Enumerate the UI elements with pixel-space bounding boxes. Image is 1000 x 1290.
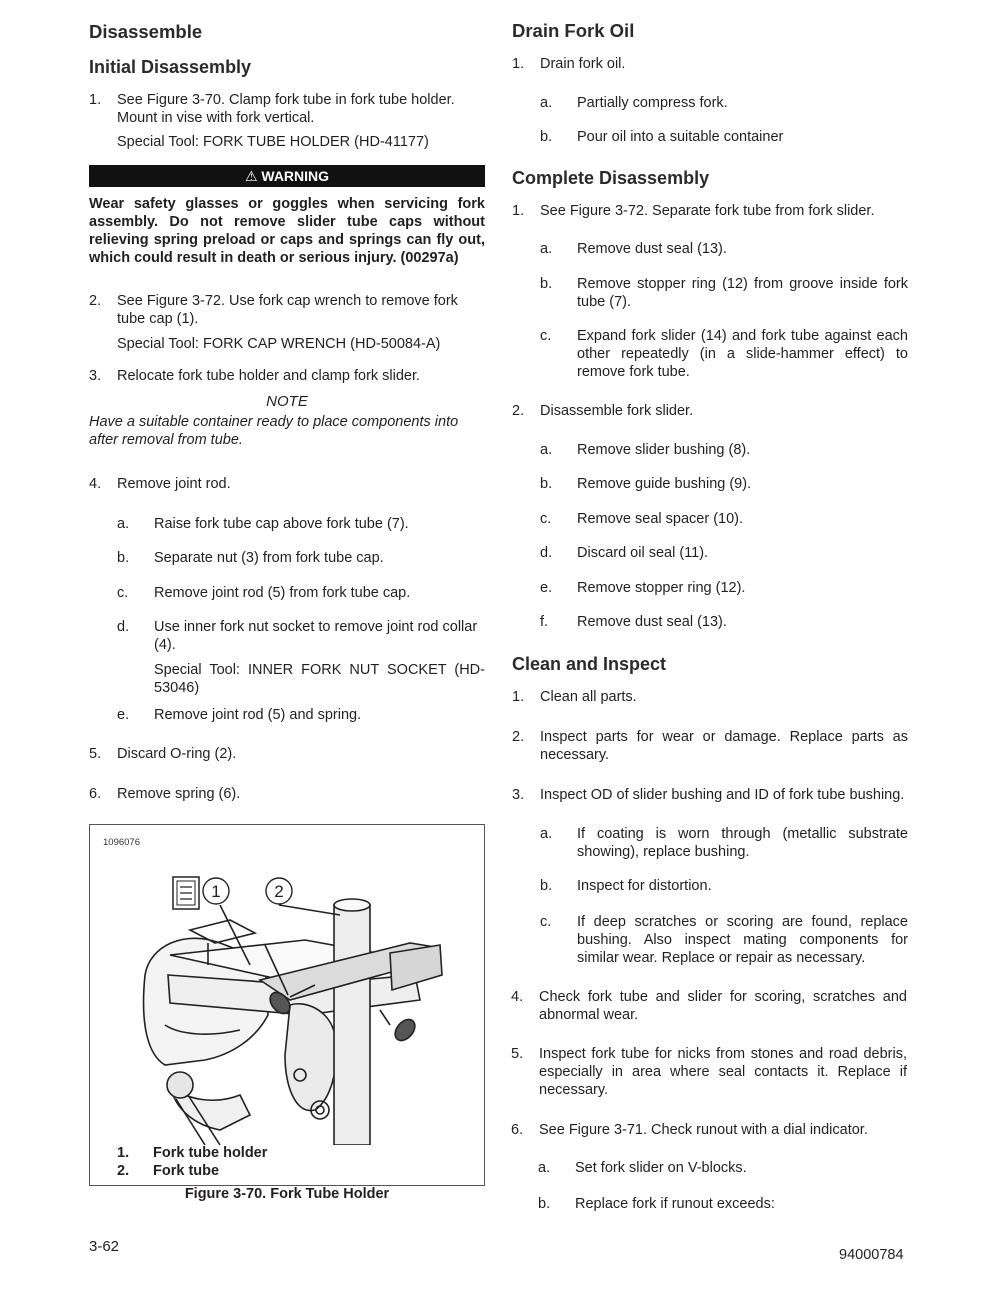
section-title-drain-fork-oil: Drain Fork Oil bbox=[512, 20, 635, 41]
callout-1-label: 1 bbox=[211, 882, 221, 901]
legend-text: Fork tube bbox=[153, 1163, 220, 1179]
substep-letter: e. bbox=[117, 707, 130, 723]
substep-text: Set fork slider on V-blocks. bbox=[575, 1160, 747, 1176]
substep-text: Remove seal spacer (10). bbox=[577, 511, 744, 527]
callout-2-label: 2 bbox=[274, 882, 284, 901]
substep-text: Expand fork slider (14) and fork tube against each other repeatedly (in a slide-hammer effect) to remove fork tube. bbox=[577, 328, 908, 380]
substep-letter: c. bbox=[540, 328, 552, 344]
fork-tube-holder-illustration bbox=[90, 825, 484, 1145]
step-text: Drain fork oil. bbox=[540, 56, 626, 72]
substep-text: Pour oil into a suitable container bbox=[577, 129, 784, 145]
substep-letter: e. bbox=[540, 580, 553, 596]
figure-id: 1096076 bbox=[103, 837, 140, 848]
substep-text: If deep scratches or scoring are found, replace bushing. Also inspect mating components for similar wear. Replace or repair as necessary. bbox=[577, 914, 908, 966]
note-heading: NOTE bbox=[266, 393, 308, 410]
figure-caption: Figure 3-70. Fork Tube Holder bbox=[184, 1186, 390, 1202]
step-number: 3. bbox=[89, 368, 102, 384]
page-number: 3-62 bbox=[89, 1238, 120, 1255]
legend-number: 1. bbox=[117, 1145, 130, 1161]
subsection-title-initial-disassembly: Initial Disassembly bbox=[89, 57, 252, 77]
section-title-complete-disassembly: Complete Disassembly bbox=[512, 168, 710, 188]
step-text: Inspect fork tube for nicks from stones and road debris, especially in area where seal contacts it. Replace if necessary. bbox=[539, 1046, 907, 1098]
step-number: 6. bbox=[89, 786, 102, 802]
substep-letter: a. bbox=[540, 95, 553, 111]
step-text: Check fork tube and slider for scoring, scratches and abnormal wear. bbox=[539, 989, 907, 1023]
warning-text: Wear safety glasses or goggles when servicing fork assembly. Do not remove slider tube caps without relieving spring preload or caps and springs can fly out, which could result in death or serious injury. (00297a) bbox=[89, 196, 485, 266]
step-number: 2. bbox=[89, 293, 102, 309]
section-title-clean-and-inspect: Clean and Inspect bbox=[512, 654, 667, 674]
step-text: Relocate fork tube holder and clamp fork slider. bbox=[117, 368, 421, 384]
step-number: 2. bbox=[512, 403, 525, 419]
substep-letter: d. bbox=[117, 619, 130, 635]
special-tool-fork-cap-wrench: Special Tool: FORK CAP WRENCH (HD-50084-A) bbox=[117, 336, 441, 352]
substep-letter: a. bbox=[540, 826, 553, 842]
warning-banner: ⚠ WARNING bbox=[89, 165, 485, 187]
fork-tube-holder-tool-icon bbox=[173, 877, 199, 909]
substep-letter: b. bbox=[540, 129, 553, 145]
substep-letter: c. bbox=[117, 585, 129, 601]
substep-text: Remove stopper ring (12) from groove inside fork tube (7). bbox=[577, 276, 908, 310]
step-number: 1. bbox=[512, 689, 525, 705]
figure-fork-tube-holder bbox=[89, 824, 485, 1186]
note-text: Have a suitable container ready to place components into after removal from tube. bbox=[89, 414, 459, 448]
substep-text: Remove stopper ring (12). bbox=[577, 580, 746, 596]
step-text: See Figure 3-72. Separate fork tube from fork slider. bbox=[540, 203, 875, 219]
substep-text: Replace fork if runout exceeds: bbox=[575, 1196, 775, 1212]
step-text: Inspect OD of slider bushing and ID of fork tube bushing. bbox=[540, 787, 905, 803]
substep-text: Remove dust seal (13). bbox=[577, 241, 727, 257]
substep-text: Inspect for distortion. bbox=[577, 878, 712, 894]
substep-text: Use inner fork nut socket to remove joint rod collar (4). bbox=[154, 619, 478, 653]
substep-letter: b. bbox=[540, 476, 553, 492]
step-text: Remove spring (6). bbox=[117, 786, 241, 802]
substep-letter: a. bbox=[117, 516, 130, 532]
step-number: 1. bbox=[512, 203, 525, 219]
substep-text: Separate nut (3) from fork tube cap. bbox=[154, 550, 384, 566]
step-number: 5. bbox=[511, 1046, 524, 1062]
substep-text: Remove joint rod (5) from fork tube cap. bbox=[154, 585, 411, 601]
substep-letter: a. bbox=[538, 1160, 551, 1176]
step-number: 4. bbox=[89, 476, 102, 492]
substep-letter: c. bbox=[540, 914, 552, 930]
step-text: Clean all parts. bbox=[540, 689, 637, 705]
substep-text: Remove joint rod (5) and spring. bbox=[154, 707, 362, 723]
special-tool-inner-fork-nut-socket: Special Tool: INNER FORK NUT SOCKET (HD-53046) bbox=[154, 662, 485, 696]
step-text: See Figure 3-71. Check runout with a dial indicator. bbox=[539, 1122, 868, 1138]
step-number: 4. bbox=[511, 989, 524, 1005]
legend-item-2 bbox=[117, 1163, 220, 1179]
substep-text: Discard oil seal (11). bbox=[577, 545, 709, 561]
step-number: 5. bbox=[89, 746, 102, 762]
step-number: 2. bbox=[512, 729, 525, 745]
substep-letter: b. bbox=[117, 550, 130, 566]
substep-letter: a. bbox=[540, 442, 553, 458]
step-text: Remove joint rod. bbox=[117, 476, 231, 492]
substep-letter: b. bbox=[540, 878, 553, 894]
substep-letter: a. bbox=[540, 241, 553, 257]
substep-text: Remove slider bushing (8). bbox=[577, 442, 751, 458]
step-text: Inspect parts for wear or damage. Replace parts as necessary. bbox=[540, 729, 908, 763]
legend-item-1 bbox=[117, 1145, 268, 1161]
substep-letter: d. bbox=[540, 545, 553, 561]
document-number: 94000784 bbox=[839, 1247, 904, 1263]
section-title-disassemble: Disassemble bbox=[89, 21, 203, 42]
substep-letter: c. bbox=[540, 511, 552, 527]
substep-letter: b. bbox=[540, 276, 553, 292]
step-text: Disassemble fork slider. bbox=[540, 403, 694, 419]
substep-text: Remove guide bushing (9). bbox=[577, 476, 752, 492]
substep-letter: b. bbox=[538, 1196, 551, 1212]
substep-text: Remove dust seal (13). bbox=[577, 614, 727, 630]
step-number: 1. bbox=[512, 56, 525, 72]
legend-number: 2. bbox=[117, 1163, 130, 1179]
special-tool-fork-tube-holder: Special Tool: FORK TUBE HOLDER (HD-41177) bbox=[117, 134, 429, 150]
substep-text: Partially compress fork. bbox=[577, 95, 728, 111]
step-number: 3. bbox=[512, 787, 525, 803]
substep-text: If coating is worn through (metallic substrate showing), replace bushing. bbox=[577, 826, 908, 860]
substep-text: Raise fork tube cap above fork tube (7). bbox=[154, 516, 409, 532]
legend-text: Fork tube holder bbox=[153, 1145, 268, 1161]
step-text: See Figure 3-72. Use fork cap wrench to remove fork tube cap (1). bbox=[117, 293, 458, 327]
step-number: 6. bbox=[511, 1122, 524, 1138]
substep-letter: f. bbox=[540, 614, 549, 630]
step-number: 1. bbox=[89, 92, 102, 108]
step-text: Discard O-ring (2). bbox=[117, 746, 237, 762]
step-text: See Figure 3-70. Clamp fork tube in fork tube holder. Mount in vise with fork vertical. bbox=[117, 92, 455, 126]
